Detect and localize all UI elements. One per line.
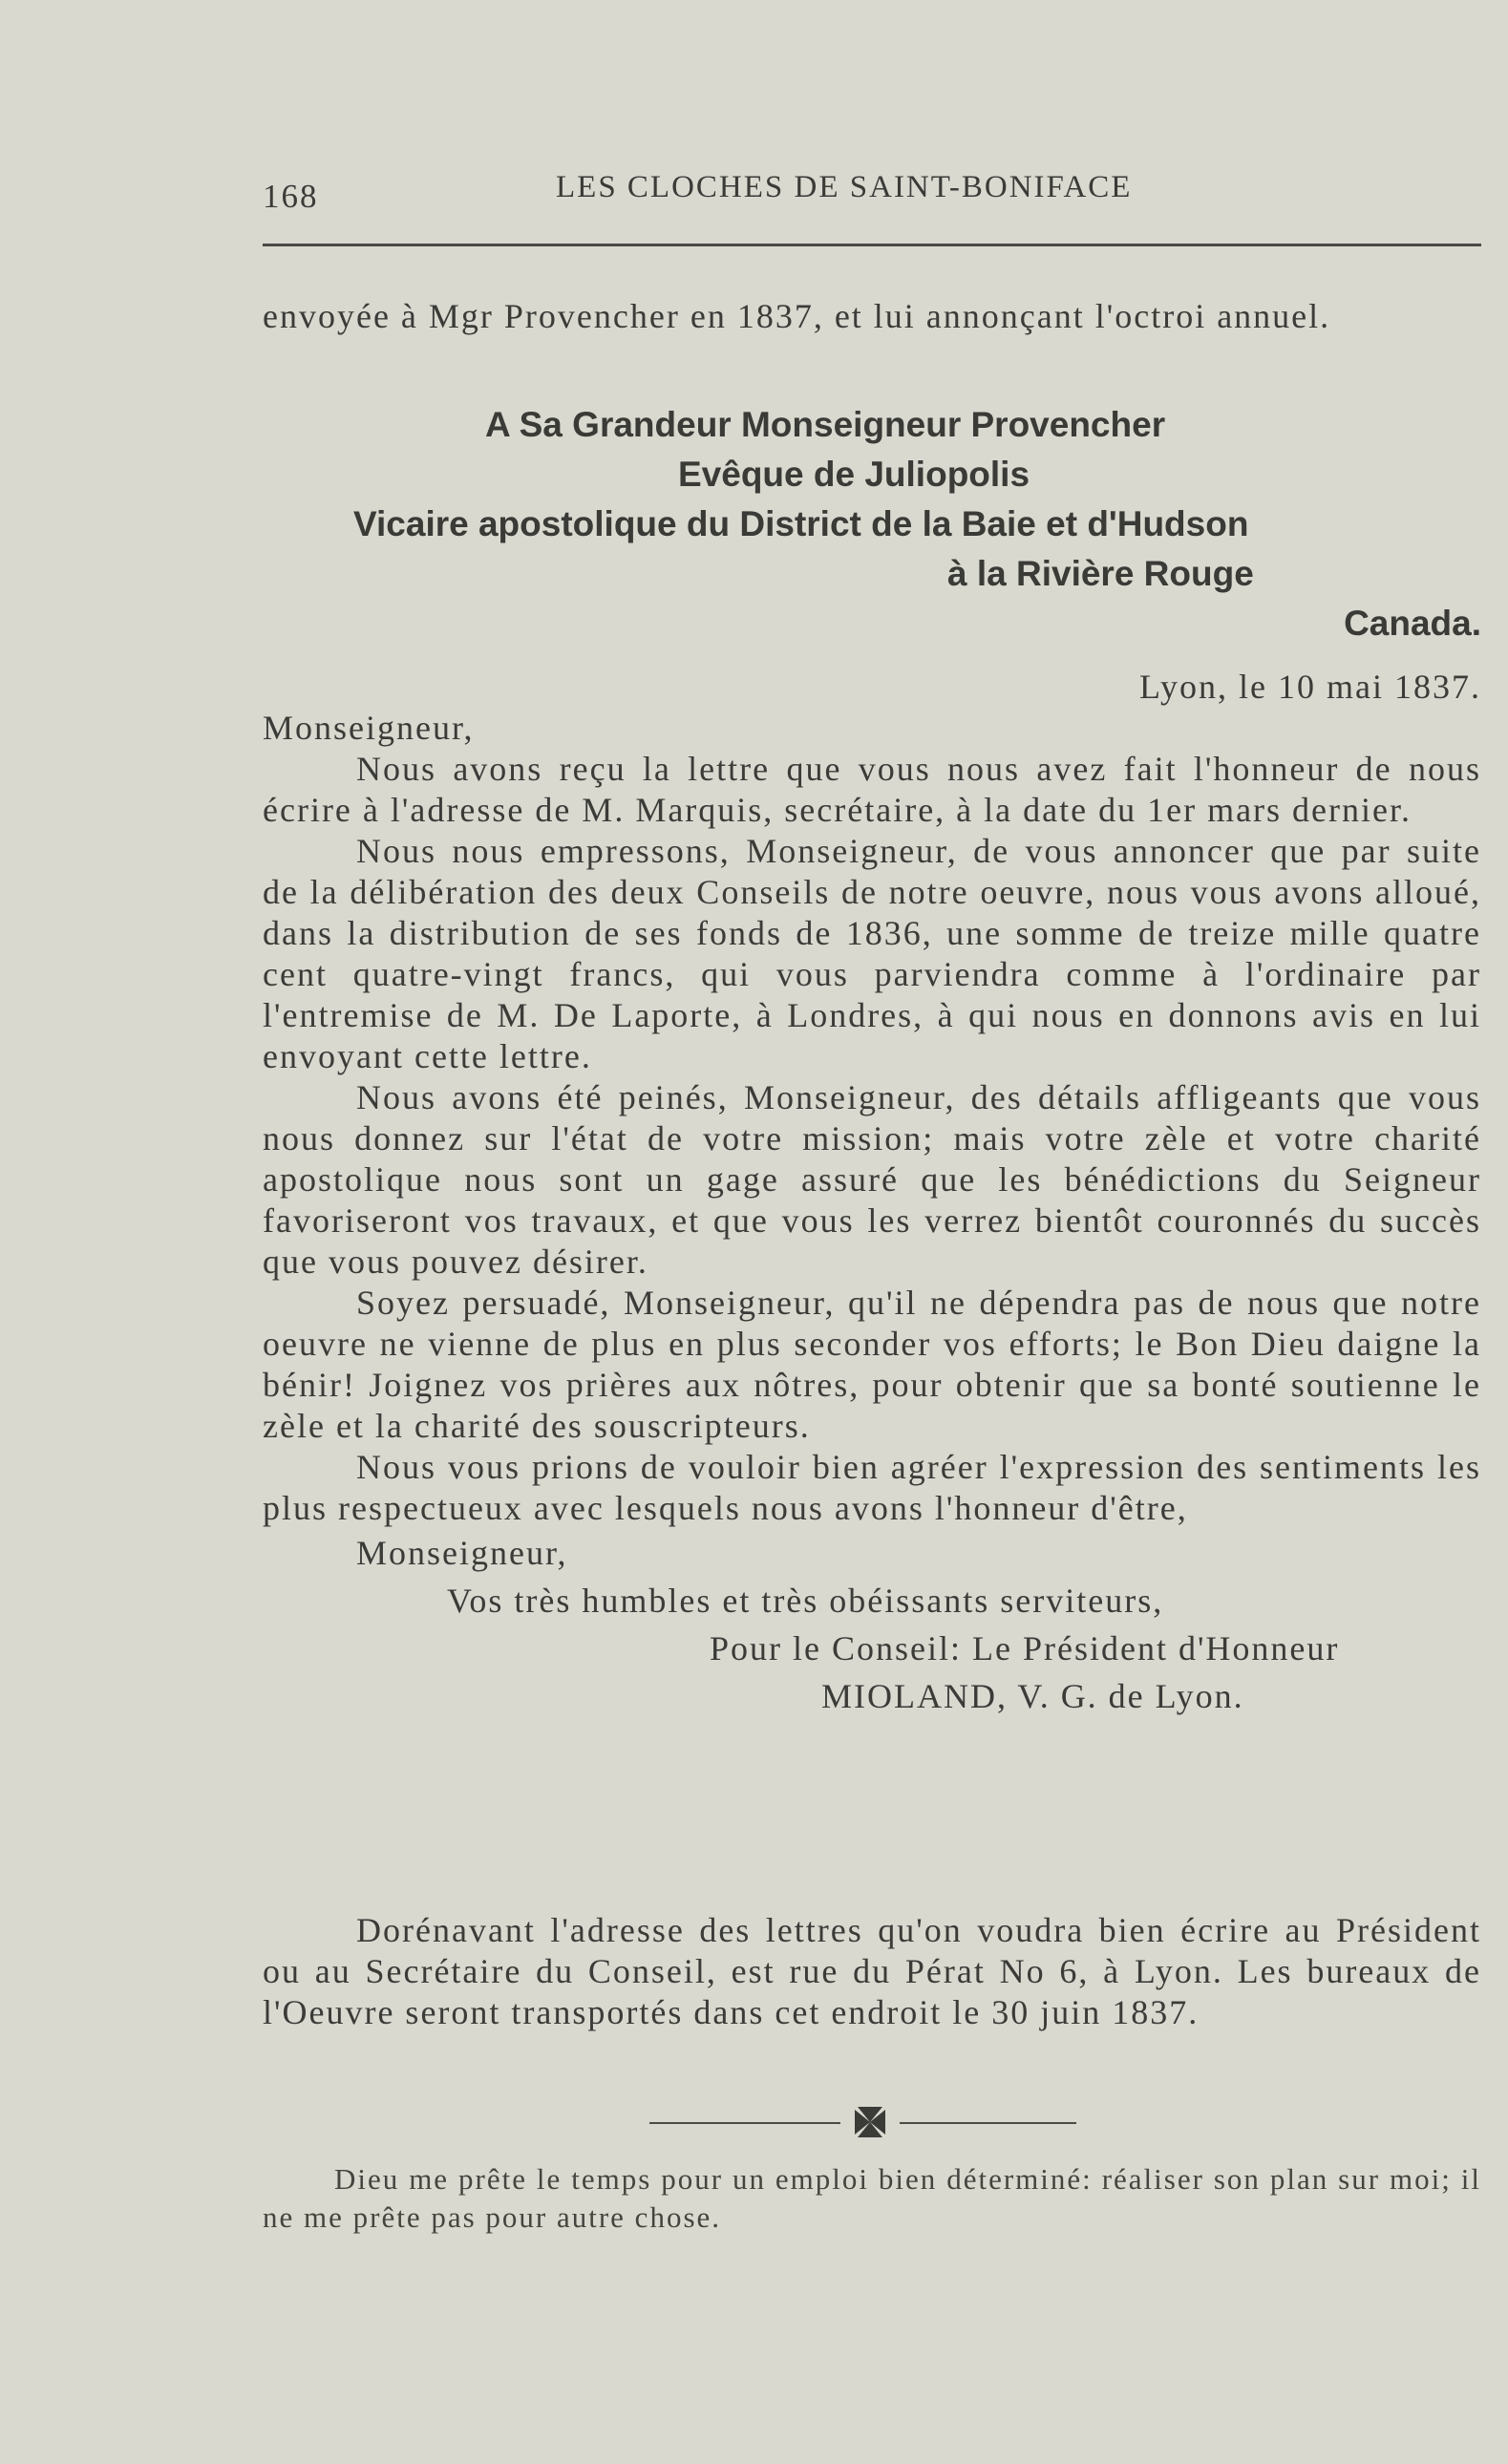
postscript: Dorénavant l'adresse des lettres qu'on voudra bien écrire au Président ou au Secrétaire du Conseil, est rue du Pérat No 6, à Lyon. Les bureaux de l'Oeuvre seront transportés dans cet endroit le 30 juin 1837. — [263, 1911, 1481, 2031]
council-signature: Pour le Conseil: Le Président d'Honneur — [710, 1629, 1340, 1667]
closing-salutation: Monseigneur, — [356, 1534, 568, 1572]
paragraph-1: Nous avons reçu la lettre que vous nous avez fait l'honneur de nous écrire à l'adresse de M. Marquis, secrétaire, à la date du 1er mars dernier. — [263, 750, 1481, 829]
address-line-4: à la Rivière Rouge — [947, 554, 1254, 593]
quote-text: Dieu me prête le temps pour un emploi bien déterminé: réaliser son plan sur moi; il ne me prête pas pour autre chose. — [263, 2162, 1481, 2234]
paragraph-3: Nous avons été peinés, Monseigneur, des détails affligeants que vous nous donnez sur l'état de votre mission; mais votre zèle et votre charité apostolique nous sont un gage assuré que les bénédictions du Seigneur favoriseront vos travaux, et que vous les verrez bientôt couronnés du succès que vous pouvez désirer. — [263, 1078, 1481, 1281]
ornament-line-left — [649, 2122, 840, 2124]
letter-body — [263, 667, 1481, 1720]
intro-block — [263, 296, 1481, 337]
signatory-name: MIOLAND, V. G. de Lyon. — [821, 1677, 1244, 1715]
address-line-5: Canada. — [1344, 604, 1481, 643]
paragraph-5: Nous vous prions de vouloir bien agréer l'expression des sentiments les plus respectueux avec lesquels nous avons l'honneur d'être, — [263, 1448, 1481, 1527]
ornament-line-right — [900, 2122, 1076, 2124]
salutation: Monseigneur, — [263, 709, 475, 747]
intro-text: envoyée à Mgr Provencher en 1837, et lui annonçant l'octroi annuel. — [263, 297, 1331, 335]
running-title: LES CLOCHES DE SAINT-BONIFACE — [556, 170, 1133, 204]
dateline: Lyon, le 10 mai 1837. — [1139, 668, 1481, 706]
header-rule — [263, 244, 1481, 246]
closing-line: Vos très humbles et très obéissants serviteurs, — [447, 1582, 1164, 1620]
letter-address — [263, 400, 1481, 648]
page-number: 168 — [263, 178, 319, 215]
maltese-cross-icon — [852, 2104, 888, 2140]
section-ornament — [649, 2104, 1089, 2142]
address-line-1: A Sa Grandeur Monseigneur Provencher — [485, 405, 1166, 444]
paragraph-4: Soyez persuadé, Monseigneur, qu'il ne dépendra pas de nous que notre oeuvre ne vienne de plus en plus seconder vos efforts; le Bon Dieu daigne la bénir! Joignez vos prières aux nôtres, pour obtenir que sa bonté soutienne le zèle et la charité des souscripteurs. — [263, 1284, 1481, 1445]
paragraph-2: Nous nous empressons, Monseigneur, de vous annoncer que par suite de la délibération des deux Conseils de notre oeuvre, nous vous avons alloué, dans la distribution de ses fonds de 1836, une somme de treize mille quatre cent quatre-vingt francs, qui vous parviendra comme à l'ordinaire par l'entremise de M. De Laporte, à Londres, à qui nous en donnons avis en lui envoyant cette lettre. — [263, 832, 1481, 1075]
postscript-block — [263, 1910, 1481, 2033]
closing-quote — [263, 2160, 1481, 2237]
page-header — [263, 170, 1481, 218]
address-line-2: Evêque de Juliopolis — [678, 455, 1030, 494]
address-line-3: Vicaire apostolique du District de la Baie et d'Hudson — [353, 504, 1249, 543]
